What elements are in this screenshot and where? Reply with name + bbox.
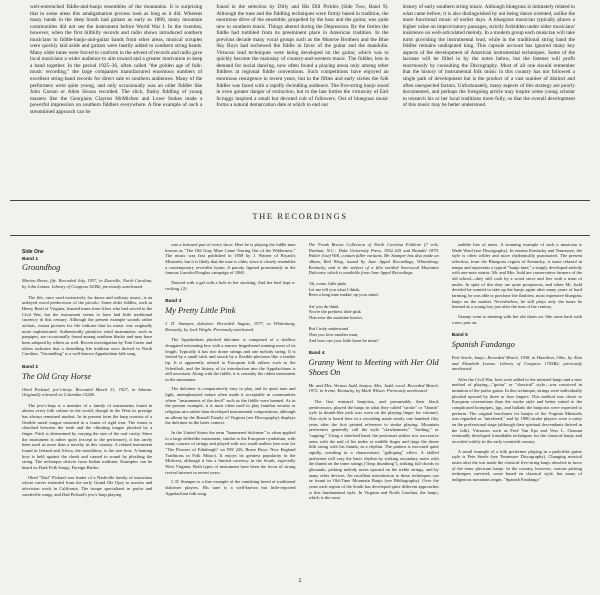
band-entry [452,242,582,325]
note-paragraph: The jew's-harp is a member of a family of instruments found in almost every folk culture in the world, though in the West its prestige has always remained modest. In its present form the harp consists of a flexible metal tongue mounted in a frame of rigid iron. The frame is clenched between the teeth and the vibrating tongue plucked by a finger. Pitch is determined by varying the size of the oral cavity. Since the instrument is rather quiet (except to the performer), it has rarely been used as more than a novelty in this country. A related instrument found in Ireland and Africa, the mouthbow, is the true bow. A hunting bow is held against the cheek and caused to sound by plucking the string. The technique derives from Indian tradition. Examples can be heard on Dark Folk Songs, Foreign Brides. [22,402,153,471]
notes-column-1 [22,242,152,574]
recording-credits: Pete Steele, banjo. Recorded March, 1938, in Hamilton, Ohio, by Alan and Elizabeth Lomax. Library of Congress 1705B2; previously unreleased. [451,354,582,372]
band-label: Band 1 [22,256,38,262]
intro-column-1: well-entrenched fiddle-and-banjo ensembles of the mountains. It is surprising that in some areas this amalgamation process took as long as it did. Whereas many bands in the deep South had guitars as early as 1880, many mountain communities did not see the instrument before World War I. In the twenties, however, when the first hillbilly records and radio shows introduced southern musicians to fiddle-banjo-and-guitar bands from other areas, musical scruples were quickly laid aside and guitars were hastily added to southern string bands. Many older tunes were forced to conform to the advent of records and radio gave local musicians a wider audience to aim toward and a greater motivation to keep a band together. In the period 1925–36, often called "the golden age of folk-music recording," the large companies manufactured enormous numbers of excellent string-band records for direct sale to southern audiences. Many of the performers were quite young, and only occasionally was an older fiddler like John Carson or Allen Sisson recorded. The slick, flashy fiddling of young masters like the Georgians Clayton McMichen and Lowe Stokes made a powerful impression on southern fiddlers everywhere. A fine example of such a streamlined approach can be [30,4,203,115]
recording-credits: The Frank Brown Collection of North Carolina Folklore (7 vols. Durham, N.C.: Duke University Press, 1952–64) and Brandel 1879, Walter Josef Will, contain fuller variants. Mr. Stamper has also made an album, Red Wing, issued by June Appal Recordings, Whitesburg, Kentucky, and is the subject of a film entitled Sourwood Mountain Dulcimer, which is available from June Appal Recordings. [308,242,439,276]
band-entry [452,333,582,482]
song-title: The Old Gray Horse [22,371,92,381]
band-entry [309,351,439,501]
recordings-notes [22,242,582,574]
note-paragraph: The Appalachian plucked dulcimer is composed of a shallow elongated resonating box with a narrow fingerboard running most of its length. Typically it has two drone strings and one melody string. It is fretted by a small stick and struck by a flexible plectrum like a feather tip. It is apparently related to European folk zithers such as the Scheitholt, and the history of its introduction into the Appalachians is still uncertain. Along with the fiddle, it is certainly the oldest instrument in the mountains. [165,337,296,382]
song-title: Granny Went to Meeting with Her Old Shoes On [308,357,439,377]
band-label: Band 5 [451,333,468,339]
notes-column-4 [452,242,582,574]
note-paragraph: was a featured part of every show. Here he is playing the fiddle tune known as "The Old Gray Mare Came Tearing Out of the Wilderness." The music was first published in 1858 by J. Warner of Bryant's Minstrels, but it is likely that the tune is older, since it closely resembles a contemporary revivalist hymn. A parody figured prominently in the famous Lincoln-Douglas campaign of 1860. [165,242,296,276]
intro-column-3: history of early southern string music. Although bluegrass is intimately related to what came before, it is also distinguished by not being dance oriented, unlike the more functional music of earlier days. A bluegrass musician typically places a higher value on improvisatory passages, strictly forbidden under older musicians' insistence on well-articulated melody. In a modern group each musician will take turns providing the instrumental lead, while in the traditional string band the fiddler remains undisputed king. This capsule account has ignored many key aspects of the development of American instrumental techniques. Some of the lacunae will be filled in by the notes below, but the listener will profit enormously by consulting the Discography. Most of all one should remember that the history of instrumental folk music in this country has not followed a single path of development but is the product of a vast number of distinct and often unexpected factors. Unfortunately, many aspects of this strategy are poorly documented, and perhaps the foregoing article may inspire some young scholar to research his or her local traditions more fully, so that the overall development of this music may be better understood. [402,4,575,109]
band-label: Band 4 [308,351,325,357]
section-banner [10,200,590,236]
band-entry [22,365,152,497]
song-title: Groundhog [22,263,61,273]
song-title: Spanish Fandango [451,339,515,349]
intro-essay [30,4,575,191]
note-paragraph: The dulcimer is comparatively easy to play, and its quiet tone and light, unemphasized nature often made it acceptable in communities where "instruments of the devil" such as the fiddle were banned. As in the present example, it is most often used to play familiar secular or religious airs rather than developed instrumental compositions, although an album by the Russell Family of Virginia (see Discography) displays the dulcimer in the latter context. [165,386,296,426]
recording-credits: Obed Pickard, jew's-harp. Recorded March 31, 1927, in Atlanta. Originally released on Columbia 15246. [22,386,153,398]
band-entry [309,242,439,343]
notes-column-3 [309,242,439,574]
note-paragraph: The fife, once used extensively for dance and military music, is an unkeyed wood predecessor of the piccolo. Some older fiddles, such as Henry Reed of Virginia, learned tunes from fifers who had served in the Civil War, but the instrument seems to have had little traditional currency in this century. Although the present example sounds rather archaic, extant pictures for fife indicate that its music was originally more sophisticated. Authentically primitive wind instruments, such as panpipes, are occasionally found among southern blacks and may have been adopted by whites as well. Recent investigation by Tom Carter and others indicates that a dwindling fife tradition once thrived in North Carolina. "Groundhog" is a well-known Appalachian folk song. [22,294,153,357]
recording-credits: I. D. Stamper, dulcimer. Recorded August, 1977, in Whitesburg, Kentucky, by Jack Wright. Previously unreleased. [165,320,296,332]
recording-credits: Mr. and Mrs. Vernon Judd, banjos; Mrs. Judd, vocal. Recorded March, 1972, in Irvine, Kentucky, by Mark Wilson. Previously unreleased. [308,382,439,394]
intro-column-2: found in the selection by Dilly and His Dill Pickles (Side Two, Band 9). Although the tune and the fiddling techniques were firmly based in tradition, the enormous drive of the ensemble, propelled by the bass and the guitar, was quite new to southern music. Things altered during the Depression. By the forties the fiddle had tumbled from its preeminent place in American tradition. In the previous decade many vocal groups such as the Monroe Brothers and the Blue Sky Boys had eschewed the fiddle in favor of the guitar and the mandolin. Virtuoso lead techniques were being developed on the guitar, which was to quickly become the mainstay of country-and-western music. The fiddler, less in demand for social dancing, now often found a playing arena only among other fiddlers at regional fiddle conventions. Such competitions have enjoyed an enormous resurgence in recent years, but in the fifties and early sixties the folk fiddler was faced with a rapidly dwindling audience. The five-string banjo stood in even greater danger of extinction, but in the late forties the virtuosity of Earl Scruggs inspired a small but devoted cult of followers. Out of bluegrass music forms a natural demarcation date at which to end our [216,4,389,109]
section-title: THE RECORDINGS [252,211,348,221]
note-paragraph: After the Civil War, frets were added to the minstrel banjo and a new method of playing—"guitar" or "classical" style—was contrived in imitation of the parlor guitar. In this technique, strings were individually plucked upward by three or four fingers. This method was closer to European conventions than the stroke style and better suited to the complicated hornpipes, jigs, and ballads the banjoists were expected to perform. The original brochures for banjos of the Virginia Minstrels was regarded as "unrefined," and by 1880 stroke players were a rarity on the professional stage (although their spiritual descendants thrived in the folk). Virtuosos such as Fred Van Eps and Vess L. Ossman eventually developed formidable techniques for the classical banjo and recorded widely in the early twentieth century. [451,376,582,445]
band-entry [165,299,295,496]
note-paragraph: Granny went to meeting with her old shoes on. She came back with a new pair on. [451,313,582,325]
side-label: Side One [22,249,44,255]
band-label: Band 2 [22,364,38,370]
band-entry [165,242,295,291]
note-paragraph: A small example of a folk performer playing in a parlorlike guitar style is Pete Steele (see Tennessee Discography). Changing musical tastes after the war made the classical five-string banjo obsolete in favor of the tenor plectrum banjo. In the country, however, various picking techniques survived, some based on classical style, but many of indigenous mountain origin. "Spanish Fandango" [451,448,582,482]
note-paragraph: audible line of notes. A stunning example of such a musician is Wade Ward (see Discography). In eastern Kentucky and Tennessee, the style is often wilder and more rhythmically punctuated. The present selection, from the Bluegrass region of Kentucky, is more relaxed in tempo and represents a typical "banjo tune," a simply developed melody with one-note strains. Mr. and Mrs. Judd are conservative farmers of the old school—they still cook by a wood stove and live with a team of mules. In spite of this they are quite prosperous, and when Mr. Judd decided he wanted to take up the banjo again after many years of hard farming, he was able to purchase the flashiest, most expensive bluegrass banjo on the market. Nevertheless, he still plays only the tunes he learned as a young boy just after the turn of the century. [451,242,582,310]
recording-credits: Marion Reese, fife. Recorded July, 1937, in Zionville, North Carolina, by John Lomax. Library of Congress 92/B2; previously unreleased. [22,278,153,289]
note-paragraph: Danced with a gal with a hole in her stocking, And her heel kept a-rocking. (2) [165,279,296,291]
lyrics: Oh, come, little pink, Let me tell you what I think, Been a long time makin' up your mind. An' you do think You're the prettiest little pink That ever the sunshine knows. But I truly understand That you love another man, And how can your little heart be mine? [308,280,379,343]
page-number: 2 [298,578,302,584]
band-label: Band 3 [165,299,182,305]
note-paragraph: In the United States the term "hammered dulcimer" is often applied to a large zitherlike instrument, similar to the European cymbalum, with many courses of strings and played with two small mallets (see note for "The Flowers of Edinburgh" on NW 226, Brave Boys: New England Traditions in Folk Music). It enjoys its greatest popularity in the Midwest, although it has a limited currency in the South, especially West Virginia. Both types of instrument have been the focus of strong revival interest in recent years. [165,430,296,475]
note-paragraph: The first minstrel banjoists, and presumably their black predecessors, played the banjo in what they called "stroke" or "thumb" style (a thumb-like pick was worn on the playing finger for volume). This style is heard here in a recording made nearly one hundred fifty years after the first printed reference to stroke playing. Mountain performers generally call the style "clawhammer," "frailing," or "rapping." Using a clenched hand, the performer strikes two successive notes with the nail of his index or middle finger and rings the drone fifth string with his thumb, in a rhythm. The pattern is executed quite rapidly, resulting in a characteristic "galloping" effect. A skilled performer will vary the basic rhythm by striking secondary notes with the thumb on the inner strings ("drop thumbing"), striking full chords in glissando, picking melody notes upward on the treble strings, and by many other devices. An excellent introduction to these techniques can be found in Old-Time Mountain Banjo (see Bibliography). Over the years each region of the South has developed quite different approaches to this fundamental style. In Virginia and North Carolina, the banjo, which is the most [308,399,439,501]
note-paragraph: Obed "Dad" Pickard was leader of a Nashville family of musicians whose career extended from the early Grand Ole Opry to movies and television work in California. The troupe specialized in parlor and vaudeville songs, and Dad Pickard's jew's-harp playing [22,474,153,497]
song-title: My Pretty Little Pink [165,305,236,315]
notes-column-2 [165,242,295,574]
note-paragraph: I. D. Stamper is a fine example of the vanishing breed of traditional dulcimer players. His tune is a well-known but little-reported Appalachian folk song. [165,479,296,496]
band-entry [22,250,152,357]
